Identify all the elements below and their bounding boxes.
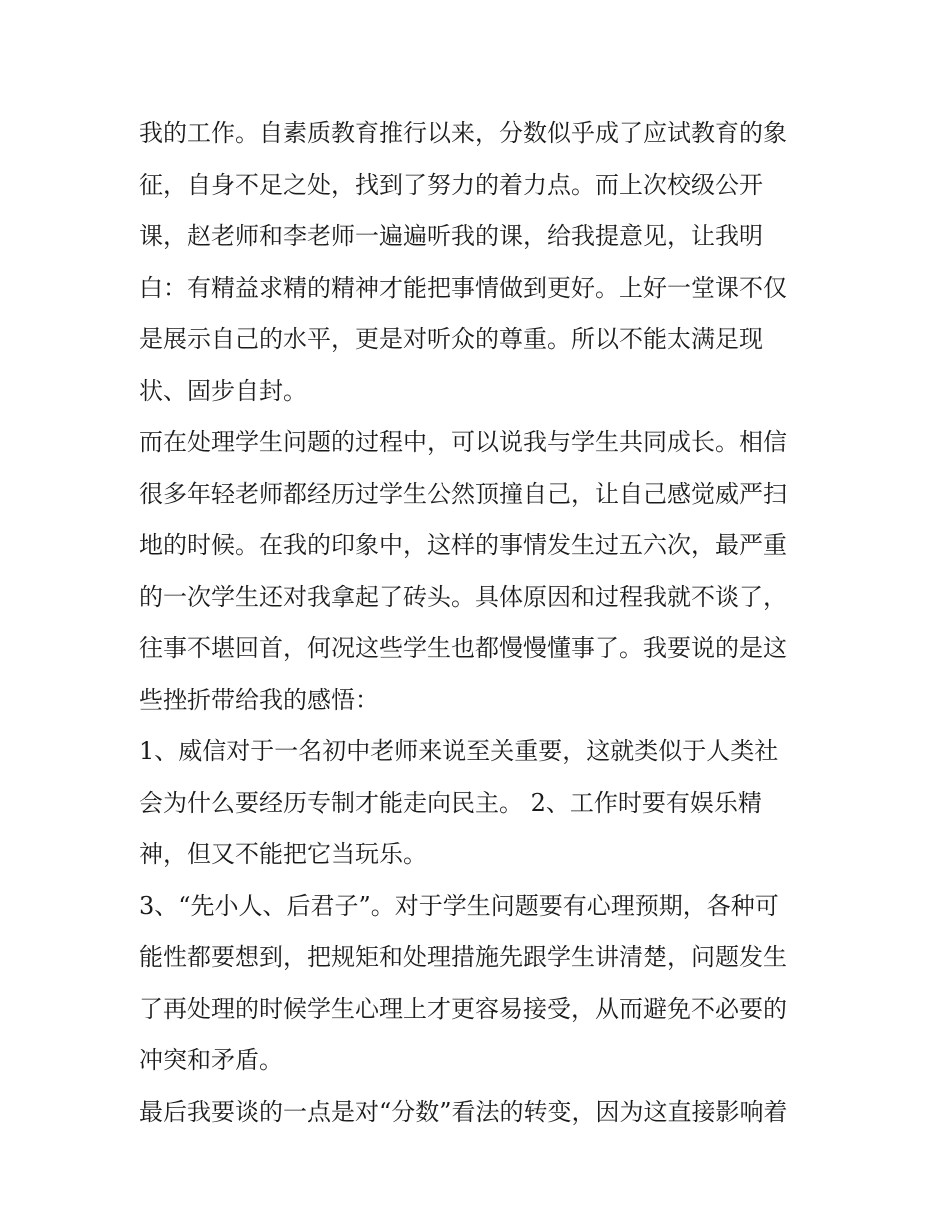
text-line: 是展示自己的水平，更是对听众的尊重。所以不能太满足现	[139, 325, 763, 353]
text-line: 能性都要想到，把规矩和处理措施先跟学生讲清楚，问题发生	[139, 943, 787, 971]
text-line: 白：有精益求精的精神才能把事情做到更好。上好一堂课不仅	[139, 273, 787, 302]
text-line: 3、“先小人、后君子”。对于学生问题要有心理预期，各种可	[139, 891, 779, 920]
text-line: 最后我要谈的一点是对“分数”看法的转变，因为这直接影响着	[139, 1097, 788, 1126]
document-body	[139, 108, 819, 1138]
text-line: 神，但又不能把它当玩乐。	[139, 840, 427, 868]
text-line: 我的工作。自素质教育推行以来，分数似乎成了应试教育的象	[139, 119, 787, 147]
text-line: 往事不堪回首，何况这些学生也都慢慢懂事了。我要说的是这	[139, 634, 787, 662]
text-line: 了再处理的时候学生心理上才更容易接受，从而避免不必要的	[139, 994, 787, 1023]
text-line: 状、固步自封。	[139, 376, 307, 405]
text-line: 冲突和矛盾。	[139, 1046, 283, 1074]
text-line: 些挫折带给我的感悟：	[139, 685, 379, 714]
text-line: 征，自身不足之处，找到了努力的着力点。而上次校级公开	[139, 170, 763, 199]
text-line: 1、威信对于一名初中老师来说至关重要，这就类似于人类社	[139, 737, 779, 765]
text-line: 课，赵老师和李老师一遍遍听我的课，给我提意见，让我明	[139, 222, 763, 250]
text-line: 会为什么要经历专制才能走向民主。 2、工作时要有娱乐精	[139, 788, 762, 817]
text-line: 地的时候。在我的印象中，这样的事情发生过五六次，最严重	[139, 531, 787, 559]
text-line: 而在处理学生问题的过程中，可以说我与学生共同成长。相信	[139, 428, 787, 456]
text-line: 的一次学生还对我拿起了砖头。具体原因和过程我就不谈了，	[139, 582, 787, 611]
text-line: 很多年轻老师都经历过学生公然顶撞自己，让自己感觉威严扫	[139, 479, 787, 508]
